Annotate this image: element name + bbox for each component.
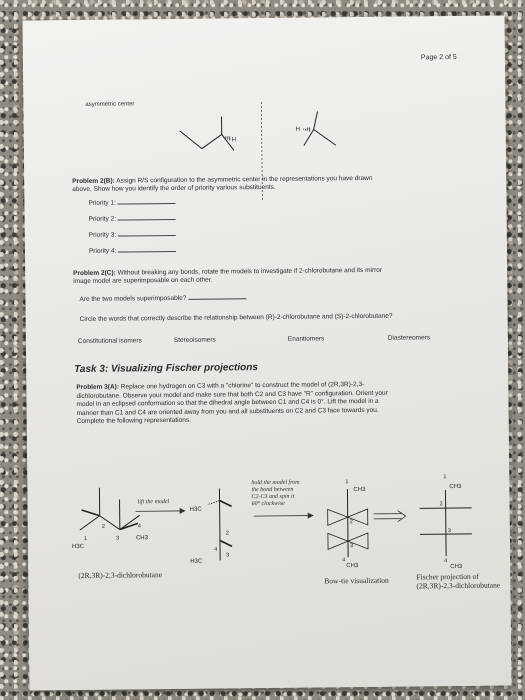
svg-text:2: 2	[349, 519, 353, 526]
svg-text:2: 2	[225, 530, 229, 537]
svg-text:CH3: CH3	[449, 483, 462, 491]
priority-4-blank[interactable]	[118, 251, 176, 253]
svg-text:2: 2	[439, 501, 443, 508]
option-diastereomers[interactable]: Diastereomers	[387, 334, 431, 342]
asymmetric-center-label: asymmetric center	[85, 101, 135, 108]
svg-text:4: 4	[214, 546, 218, 553]
worksheet-page	[23, 15, 512, 690]
svg-text:CH3: CH3	[450, 563, 463, 571]
priority-list: Priority 1: Priority 2: Priority 3: Priority 4:	[88, 199, 176, 264]
superimposable-answer-blank[interactable]	[188, 298, 246, 300]
page-number: Page 2 of 5	[420, 53, 457, 62]
spin-instructions: hold the model from the bond between C2-C3 and spin it 60° clockwise	[251, 479, 300, 508]
svg-text:3: 3	[349, 543, 354, 550]
priority-2-blank[interactable]	[118, 219, 176, 221]
problem-3a-text: Problem 3(A): Replace one hydrogen on C3 with a "chlorine" to construct the model of (2R,3R)-2,3- dichlorobutane. Observe your model and make sure that both C2 and C3 have "R" configuration. Orient your model in an eclipsed conformation so that the dihedral angle between C1 and C4 is 0°. Lift the model in a manner than C1 and C4 are oriented away from you and all substituents on C2 and C3 face towards you. Complete the following representations.	[76, 380, 388, 425]
bowtie-label: Bow-tie visualization	[324, 575, 389, 586]
lifted-model	[185, 480, 256, 571]
svg-text:1: 1	[443, 474, 447, 481]
h-label-right: H	[295, 126, 301, 133]
h-label-left: H	[231, 137, 237, 144]
fischer-label: Fischer projection of (2R,3R)-2,3-dichlorobutane	[416, 571, 501, 591]
problem-2b-title: Problem 2(B):	[72, 177, 115, 186]
svg-text:1: 1	[345, 479, 349, 486]
double-arrow	[374, 511, 408, 523]
superimposable-question: Are the two models superimposable?	[79, 294, 246, 304]
lift-arrow	[136, 507, 186, 516]
circle-instruction: Circle the words that correctly describe the relationship between (R)-2-chlorobutane and (S)-2-chlorobutane?	[79, 312, 393, 323]
problem-2c-text: Problem 2(C): Without breaking any bonds, rotate the models to investigate if 2-chlorobutane and its mirror image model are superimposable on each other.	[73, 266, 383, 286]
svg-text:4: 4	[137, 523, 141, 530]
svg-text:3: 3	[226, 552, 230, 559]
left-tetrahedral-drawing	[172, 114, 253, 175]
svg-text:2: 2	[101, 523, 105, 530]
option-constitutional[interactable]: Constitutional isomers	[77, 337, 142, 345]
svg-text:CH3: CH3	[135, 535, 148, 542]
svg-text:H3C: H3C	[190, 558, 203, 565]
svg-text:4: 4	[444, 558, 448, 565]
problem-2b-text: Problem 2(B): Assign R/S configuration to the asymmetric center in the representations you have drawn above. Show how you identify the order of priority various substituents.	[72, 174, 373, 194]
lift-model-label: lift the model	[137, 499, 170, 506]
svg-text:H3C: H3C	[189, 506, 202, 513]
compound-name-left: (2R,3R)-2,3-dichlorobutane	[78, 570, 163, 580]
svg-text:3: 3	[115, 535, 120, 542]
problem-3a-title: Problem 3(A):	[76, 383, 120, 391]
svg-text:4: 4	[342, 557, 346, 564]
option-enantiomers[interactable]: Enantiomers	[287, 335, 325, 343]
svg-text:1: 1	[83, 535, 88, 542]
problem-2c-title: Problem 2(C):	[73, 269, 116, 278]
svg-text:CH3: CH3	[353, 486, 366, 494]
option-stereoisomers[interactable]: Stereoisomers	[173, 336, 216, 344]
priority-3-blank[interactable]	[118, 235, 176, 237]
priority-1-blank[interactable]	[118, 203, 176, 205]
svg-text:3: 3	[447, 528, 451, 535]
svg-text:H3C: H3C	[71, 543, 85, 551]
right-tetrahedral-drawing	[285, 109, 366, 170]
task3-title: Task 3: Visualizing Fischer projections	[74, 362, 258, 376]
spin-arrow	[254, 512, 314, 521]
svg-text:CH3: CH3	[346, 563, 359, 570]
fischer-projection	[409, 472, 490, 573]
